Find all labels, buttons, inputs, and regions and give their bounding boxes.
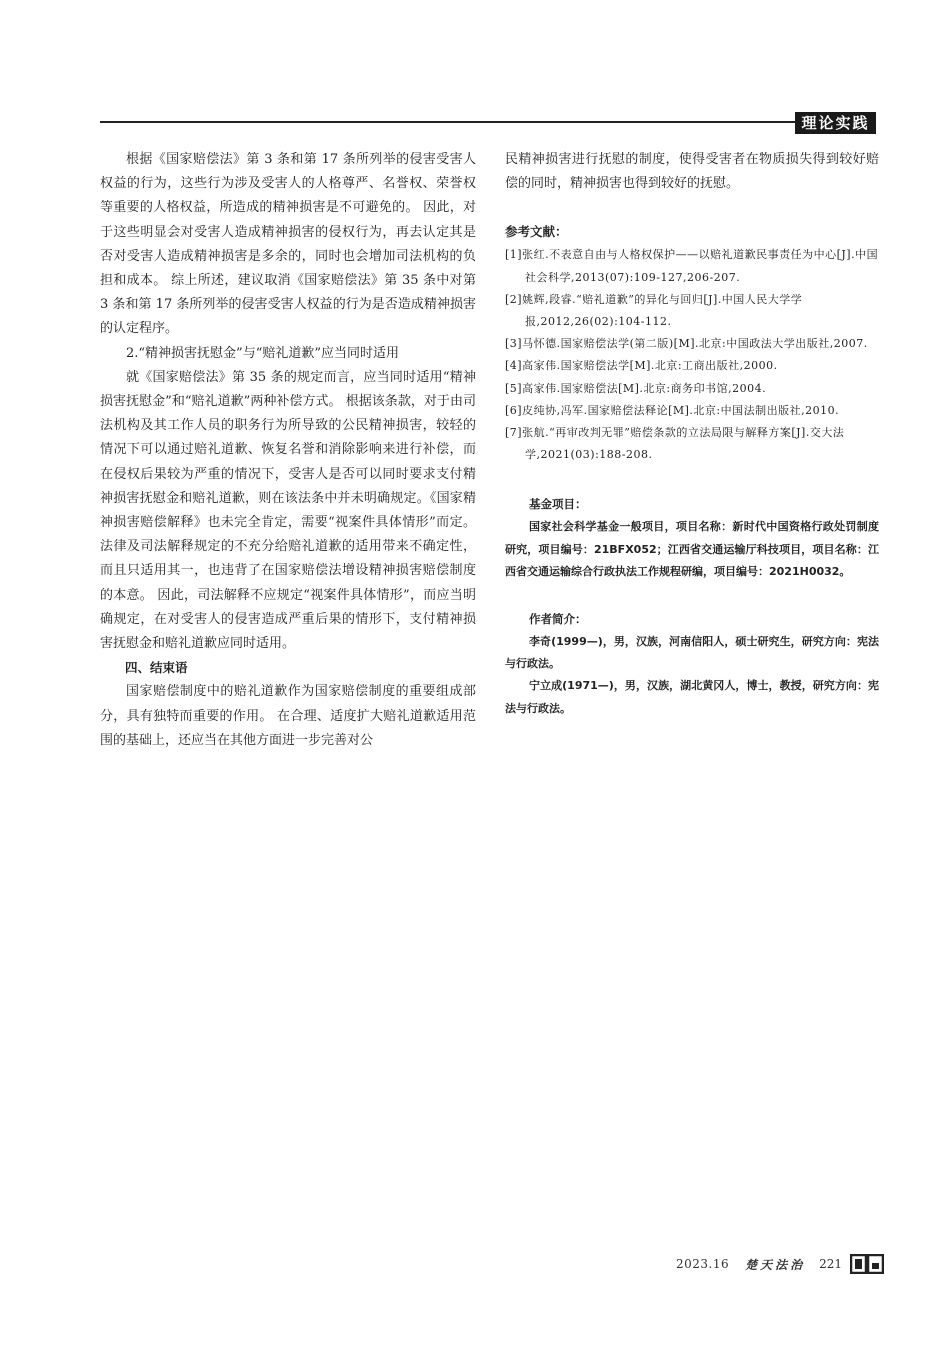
section-heading: 四、结束语 — [125, 660, 188, 676]
issue-number: 2023.16 — [676, 1257, 730, 1271]
left-column — [100, 148, 476, 753]
footer — [676, 1254, 884, 1274]
body-paragraph: 就《国家赔偿法》第 35 条的规定而言，应当同时适用“精神损害抚慰金”和“赔礼道歉”两种补偿方式。 根据该条款，对于由司法机构及其工作人员的职务行为所导致的公民精神损害，较轻的情况下可以通过赔礼道歉、恢复名誉和消除影响来进行补偿，而在侵权后果较为严重的情况下，受害人是否可以同时要求支付精神损害抚慰金和赔礼道歉，则在该法条中并未明确规定。《国家精神损害赔偿解释》也未完全肯定，需要“视案件具体情形”而定。 法律及司法解释规定的不充分给赔礼道歉的适用带来不确定性，而且只适用其一，也违背了在国家赔偿法增设精神损害赔偿制度的本意。 因此，司法解释不应规定“视案件具体情形”，而应当明确规定，在对受害人的侵害造成严重后果的情形下，支付精神损害抚慰金和赔礼道歉应同时适用。 — [100, 369, 476, 652]
reference-item: [2]姚辉,段睿.“赔礼道歉”的异化与回归[J].中国人民大学学报,2012,26(02):104-112. — [505, 292, 803, 329]
reference-item: [6]皮纯协,冯军.国家赔偿法释论[M].北京:中国法制出版社,2010. — [505, 403, 840, 417]
reference-item: [1]张红.不表意自由与人格权保护——以赔礼道歉民事责任为中心[J].中国社会科学,2013(07):109-127,206-207. — [505, 248, 879, 284]
reference-item: [4]高家伟.国家赔偿法学[M].北京:工商出版社,2000. — [505, 359, 778, 373]
references-title: 参考文献： — [505, 224, 568, 240]
reference-item: [3]马怀德.国家赔偿法学(第二版)[M].北京:中国政法大学出版社,2007. — [505, 337, 868, 351]
subheading: 2.“精神损害抚慰金”与“赔礼道歉”应当同时适用 — [126, 345, 399, 361]
reference-item: [7]张航.“再审改判无罪”赔偿条款的立法局限与解释方案[J].交大法学,2021(03):188-208. — [505, 426, 845, 462]
fund-text: 国家社会科学基金一般项目，项目名称：新时代中国资格行政处罚制度研究，项目编号：21BFX052；江西省交通运输厅科技项目，项目名称：江西省交通运输综合行政执法工作规程研编，项目编号：2021H0032。 — [505, 520, 879, 578]
body-paragraph: 根据《国家赔偿法》第 3 条和第 17 条所列举的侵害受害人权益的行为，这些行为涉及受害人的人格尊严、名誉权、荣誉权等重要的人格权益，所造成的精神损害是不可避免的。 因此，对于这些明显会对受害人造成精神损害的侵权行为，再去认定其是否对受害人造成精神损害是多余的，同时也会增加司法机构的负担和成本。 综上所述，建议取消《国家赔偿法》第 35 条中对第 3 条和第 17 条所列举的侵害受害人权益的行为是否造成精神损害的认定程序。 — [100, 152, 476, 337]
body-paragraph: 民精神损害进行抚慰的制度，使得受害者在物质损失得到较好赔偿的同时，精神损害也得到较好的抚慰。 — [505, 152, 879, 192]
right-column — [505, 148, 879, 720]
references-list — [505, 244, 879, 466]
author-bio: 宁立成(1971—)，男，汉族，湖北黄冈人，博士，教授，研究方向：宪法与行政法。 — [505, 679, 879, 715]
journal-logo-icon — [850, 1254, 884, 1274]
author-bio: 李奇(1999—)，男，汉族，河南信阳人，硕士研究生，研究方向：宪法与行政法。 — [505, 635, 879, 671]
fund-title: 基金项目： — [529, 497, 587, 512]
page-number: 221 — [819, 1257, 843, 1271]
journal-name: 楚天法治 — [745, 1257, 806, 1272]
reference-item: [5]高家伟.国家赔偿法[M].北京:商务印书馆,2004. — [505, 381, 767, 395]
header-rule — [100, 121, 800, 123]
author-title: 作者简介： — [529, 612, 587, 627]
section-badge: 理论实践 — [795, 112, 876, 134]
body-paragraph: 国家赔偿制度中的赔礼道歉作为国家赔偿制度的重要组成部分，具有独特而重要的作用。 在合理、适度扩大赔礼道歉适用范围的基础上，还应当在其他方面进一步完善对公 — [100, 684, 476, 748]
